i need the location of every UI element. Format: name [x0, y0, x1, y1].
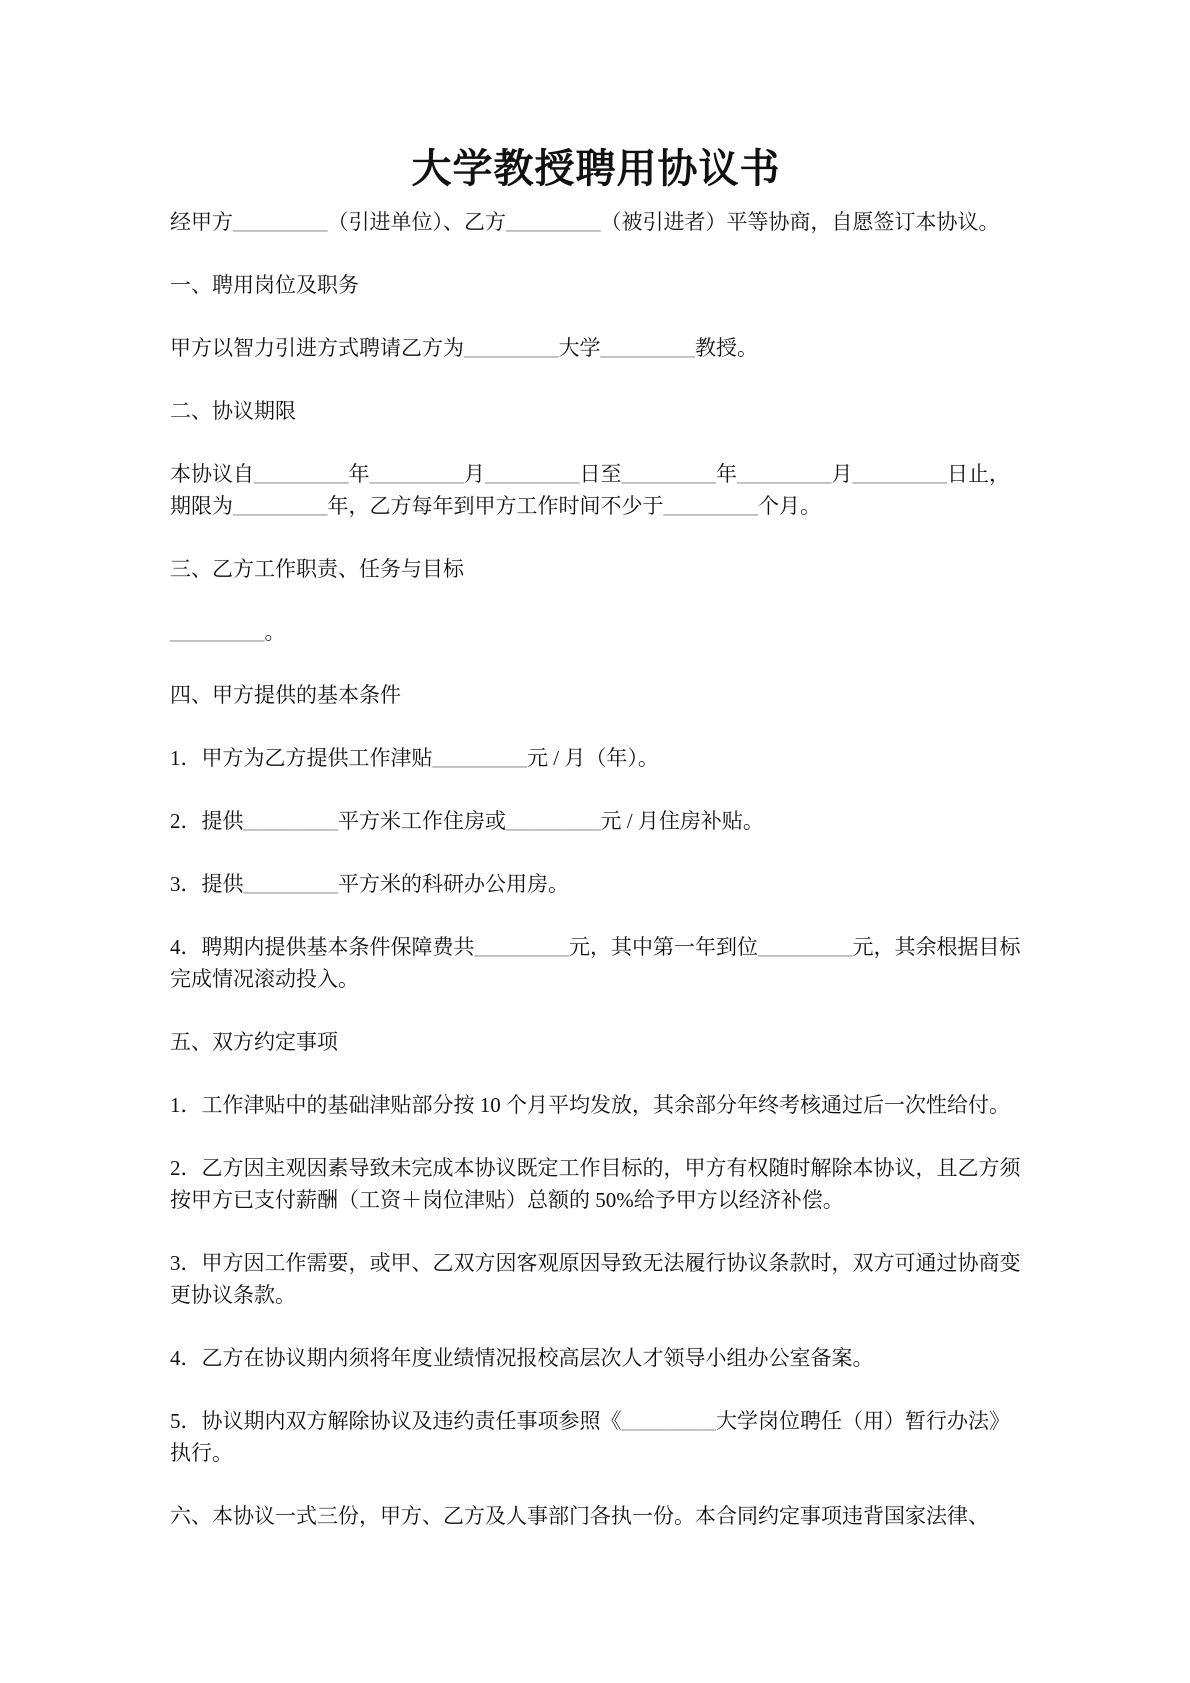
fill-in-blank: _________ [254, 462, 349, 486]
section-5-item-1: 1．工作津贴中的基础津贴部分按 10 个月平均发放，其余部分年终考核通过后一次性给付。 [170, 1093, 1010, 1117]
fill-in-blank: _________ [600, 336, 695, 360]
fill-in-blank: _________ [464, 336, 559, 360]
fill-in-blank: _________ [233, 210, 328, 234]
fill-in-blank: _________ [758, 935, 853, 959]
section-4-heading: 四、甲方提供的基本条件 [170, 683, 401, 707]
section-4-item-4: 4．聘期内提供基本条件保障费共_________元，其中第一年到位_________元，其余根据目标完成情况滚动投入。 [170, 935, 1021, 991]
section-3-body: _________。 [170, 620, 286, 644]
fill-in-blank: _________ [369, 462, 464, 486]
fill-in-blank: _________ [170, 620, 265, 644]
fill-in-blank: _________ [737, 462, 832, 486]
section-3-heading: 三、乙方工作职责、任务与目标 [170, 557, 464, 581]
section-6-paragraph: 六、本协议一式三份，甲方、乙方及人事部门各执一份。本合同约定事项违背国家法律、 [170, 1504, 989, 1528]
fill-in-blank: _________ [621, 462, 716, 486]
fill-in-blank: _________ [506, 809, 601, 833]
section-2-heading: 二、协议期限 [170, 399, 296, 423]
document-title: 大学教授聘用协议书 [411, 146, 781, 191]
section-5-item-5: 5．协议期内双方解除协议及违约责任事项参照《_________大学岗位聘任（用）暂行办法》执行。 [170, 1409, 1010, 1465]
intro-paragraph: 经甲方_________（引进单位）、乙方_________（被引进者）平等协商，自愿签订本协议。 [170, 210, 1000, 234]
fill-in-blank: _________ [852, 462, 947, 486]
fill-in-blank: _________ [243, 809, 338, 833]
section-5-heading: 五、双方约定事项 [170, 1030, 338, 1054]
fill-in-blank: _________ [243, 872, 338, 896]
section-1-body: 甲方以智力引进方式聘请乙方为_________大学_________教授。 [170, 336, 758, 360]
section-1-heading: 一、聘用岗位及职务 [170, 273, 359, 297]
fill-in-blank: _________ [474, 935, 569, 959]
section-4-item-2: 2．提供_________平方米工作住房或_________元 / 月住房补贴。 [170, 809, 764, 833]
section-4-item-1: 1．甲方为乙方提供工作津贴_________元 / 月（年）。 [170, 746, 659, 770]
section-5-item-4: 4．乙方在协议期内须将年度业绩情况报校高层次人才领导小组办公室备案。 [170, 1346, 874, 1370]
fill-in-blank: _________ [663, 494, 758, 518]
fill-in-blank: _________ [506, 210, 601, 234]
fill-in-blank: _________ [233, 494, 328, 518]
section-4-item-3: 3．提供_________平方米的科研办公用房。 [170, 872, 569, 896]
section-5-item-3: 3．甲方因工作需要，或甲、乙双方因客观原因导致无法履行协议条款时，双方可通过协商变更协议条款。 [170, 1251, 1021, 1307]
section-2-body: 本协议自_________年_________月_________日至_________年_________月_________日止，期限为_________年，乙方每年到甲方工作时间不少于_________个月。 [170, 462, 1010, 518]
fill-in-blank: _________ [485, 462, 580, 486]
section-5-item-2: 2．乙方因主观因素导致未完成本协议既定工作目标的，甲方有权随时解除本协议，且乙方须按甲方已支付薪酬（工资＋岗位津贴）总额的 50%给予甲方以经济补偿。 [170, 1156, 1021, 1212]
fill-in-blank: _________ [432, 746, 527, 770]
fill-in-blank: _________ [621, 1409, 716, 1433]
